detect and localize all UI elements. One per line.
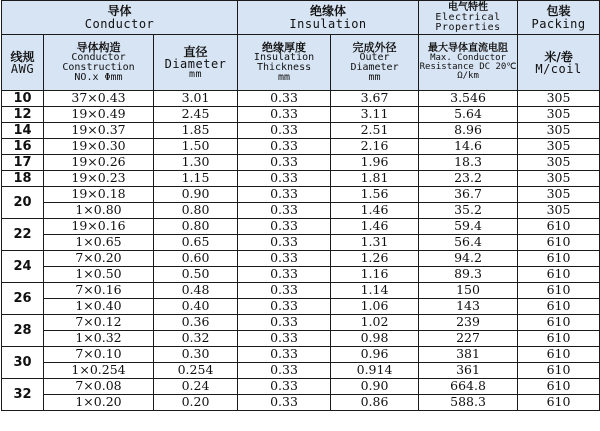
construction-cell: 1×0.254 [44, 363, 154, 379]
packing-cell: 305 [518, 203, 600, 219]
construction-en-2: Construction [62, 62, 135, 73]
resistance-cell: 14.6 [419, 139, 518, 155]
packing-cell: 610 [518, 251, 600, 267]
thickness-cell: 0.33 [238, 331, 331, 347]
outer-diameter-cell: 0.98 [331, 331, 419, 347]
diameter-cell: 2.45 [154, 107, 238, 123]
thickness-cell: 0.33 [238, 107, 331, 123]
awg-cell: 16 [2, 139, 44, 155]
construction-header [44, 35, 154, 91]
packing-cell: 610 [518, 299, 600, 315]
construction-cell: 7×0.08 [44, 379, 154, 395]
electrical-en-2: Properties [435, 21, 501, 33]
thickness-cell: 0.33 [238, 315, 331, 331]
construction-cell: 19×0.23 [44, 171, 154, 187]
awg-cell: 12 [2, 107, 44, 123]
outer-diameter-cell: 1.46 [331, 219, 419, 235]
packing-cell: 305 [518, 187, 600, 203]
outer-diameter-cell: 0.914 [331, 363, 419, 379]
diameter-cell: 0.48 [154, 283, 238, 299]
resistance-cell: 89.3 [419, 267, 518, 283]
table-row [2, 187, 600, 203]
table-row [2, 315, 600, 331]
packing-cell: 305 [518, 107, 600, 123]
outer-unit: mm [368, 72, 381, 83]
resistance-cell: 381 [419, 347, 518, 363]
resistance-cell: 56.4 [419, 235, 518, 251]
construction-cell: 1×0.80 [44, 203, 154, 219]
construction-cell: 1×0.40 [44, 299, 154, 315]
construction-cell: 7×0.20 [44, 251, 154, 267]
diameter-cell: 0.50 [154, 267, 238, 283]
packing-cell: 610 [518, 363, 600, 379]
diameter-cell: 0.36 [154, 315, 238, 331]
resistance-cell: 664.8 [419, 379, 518, 395]
thickness-en-2: Thickness [256, 62, 312, 73]
packing-cell: 305 [518, 139, 600, 155]
diameter-header [154, 35, 238, 91]
insulation-en: Insulation [289, 17, 367, 31]
diameter-en: Diameter [164, 56, 227, 71]
outer-diameter-cell: 0.86 [331, 395, 419, 411]
construction-cell: 7×0.10 [44, 347, 154, 363]
table-row [2, 235, 600, 251]
awg-header [2, 35, 44, 91]
construction-cell: 19×0.49 [44, 107, 154, 123]
table-row [2, 299, 600, 315]
thickness-cell: 0.33 [238, 91, 331, 107]
thickness-en-1: Insulation [253, 52, 315, 63]
construction-cell: 19×0.26 [44, 155, 154, 171]
thickness-cell: 0.33 [238, 283, 331, 299]
construction-cell: 7×0.12 [44, 315, 154, 331]
thickness-cell: 0.33 [238, 235, 331, 251]
table-row [2, 379, 600, 395]
table-row [2, 395, 600, 411]
construction-zh: 导体构造 [76, 41, 121, 54]
outer-diameter-cell: 2.16 [331, 139, 419, 155]
awg-cell: 18 [2, 171, 44, 187]
coil-en: M/coil [535, 61, 582, 76]
construction-cell: 19×0.16 [44, 219, 154, 235]
outer-en-2: Diameter [350, 62, 399, 73]
table-row [2, 283, 600, 299]
resistance-cell: 8.96 [419, 123, 518, 139]
outer-zh: 完成外径 [352, 41, 397, 54]
electrical-zh: 电气特性 [448, 1, 489, 13]
packing-cell: 610 [518, 235, 600, 251]
outer-diameter-cell: 1.06 [331, 299, 419, 315]
thickness-cell: 0.33 [238, 139, 331, 155]
thickness-cell: 0.33 [238, 267, 331, 283]
construction-cell: 1×0.65 [44, 235, 154, 251]
construction-cell: 7×0.16 [44, 283, 154, 299]
diameter-cell: 0.32 [154, 331, 238, 347]
packing-cell: 610 [518, 219, 600, 235]
construction-cell: 1×0.32 [44, 331, 154, 347]
thickness-cell: 0.33 [238, 363, 331, 379]
table-row [2, 91, 600, 107]
outer-diameter-cell: 1.81 [331, 171, 419, 187]
resistance-header [419, 35, 518, 91]
table-row [2, 251, 600, 267]
thickness-cell: 0.33 [238, 171, 331, 187]
packing-cell: 610 [518, 331, 600, 347]
diameter-cell: 0.60 [154, 251, 238, 267]
coil-header [518, 35, 600, 91]
conductor-group-header [2, 1, 238, 35]
outer-diameter-cell: 3.11 [331, 107, 419, 123]
resistance-cell: 588.3 [419, 395, 518, 411]
resistance-unit: Ω/km [457, 71, 479, 81]
thickness-cell: 0.33 [238, 219, 331, 235]
thickness-unit: mm [278, 72, 291, 83]
construction-cell: 1×0.50 [44, 267, 154, 283]
construction-en-3: NO.x Φmm [74, 72, 123, 83]
awg-cell: 20 [2, 187, 44, 219]
table-row [2, 171, 600, 187]
packing-group-header [518, 1, 600, 35]
awg-cell: 10 [2, 91, 44, 107]
awg-cell: 28 [2, 315, 44, 347]
spec-table-body [2, 91, 600, 411]
resistance-cell: 94.2 [419, 251, 518, 267]
table-row [2, 123, 600, 139]
packing-cell: 610 [518, 283, 600, 299]
packing-cell: 610 [518, 379, 600, 395]
thickness-zh: 绝缘厚度 [262, 41, 307, 54]
thickness-cell: 0.33 [238, 155, 331, 171]
thickness-cell: 0.33 [238, 347, 331, 363]
packing-cell: 610 [518, 267, 600, 283]
electrical-en-1: Electrical [435, 11, 501, 23]
thickness-cell: 0.33 [238, 203, 331, 219]
thickness-header [238, 35, 331, 91]
diameter-cell: 0.30 [154, 347, 238, 363]
construction-cell: 19×0.30 [44, 139, 154, 155]
resistance-cell: 239 [419, 315, 518, 331]
table-row [2, 139, 600, 155]
table-row [2, 107, 600, 123]
thickness-cell: 0.33 [238, 123, 331, 139]
thickness-cell: 0.33 [238, 379, 331, 395]
diameter-cell: 0.80 [154, 219, 238, 235]
outer-diameter-cell: 3.67 [331, 91, 419, 107]
packing-cell: 305 [518, 155, 600, 171]
construction-en-1: Conductor [71, 52, 126, 63]
awg-cell: 22 [2, 219, 44, 251]
table-row [2, 347, 600, 363]
outer-diameter-cell: 1.16 [331, 267, 419, 283]
thickness-cell: 0.33 [238, 251, 331, 267]
awg-cell: 17 [2, 155, 44, 171]
resistance-cell: 3.546 [419, 91, 518, 107]
resistance-cell: 23.2 [419, 171, 518, 187]
thickness-cell: 0.33 [238, 395, 331, 411]
outer-diameter-cell: 0.96 [331, 347, 419, 363]
outer-diameter-cell: 1.14 [331, 283, 419, 299]
resistance-cell: 150 [419, 283, 518, 299]
table-row [2, 267, 600, 283]
diameter-cell: 0.40 [154, 299, 238, 315]
diameter-cell: 0.20 [154, 395, 238, 411]
packing-cell: 610 [518, 347, 600, 363]
diameter-zh: 直径 [183, 44, 208, 59]
resistance-en-2: Resistance DC 20℃ [419, 62, 517, 72]
diameter-cell: 3.01 [154, 91, 238, 107]
construction-cell: 37×0.43 [44, 91, 154, 107]
resistance-cell: 143 [419, 299, 518, 315]
thickness-cell: 0.33 [238, 187, 331, 203]
wire-spec-table [1, 0, 600, 411]
insulation-group-header [238, 1, 419, 35]
awg-cell: 26 [2, 283, 44, 315]
resistance-cell: 36.7 [419, 187, 518, 203]
resistance-cell: 59.4 [419, 219, 518, 235]
table-row [2, 155, 600, 171]
insulation-zh: 绝缘体 [310, 4, 347, 18]
diameter-cell: 0.24 [154, 379, 238, 395]
resistance-en-1: Max. Conductor [430, 53, 506, 63]
awg-cell: 24 [2, 251, 44, 283]
conductor-zh: 导体 [107, 4, 132, 18]
outer-diameter-cell: 1.56 [331, 187, 419, 203]
thickness-cell: 0.33 [238, 299, 331, 315]
coil-zh: 米/卷 [544, 49, 573, 64]
outer-en-1: Outer [359, 52, 390, 63]
construction-cell: 19×0.37 [44, 123, 154, 139]
table-row [2, 363, 600, 379]
packing-cell: 305 [518, 123, 600, 139]
diameter-cell: 1.15 [154, 171, 238, 187]
table-row [2, 203, 600, 219]
outer-diameter-cell: 1.31 [331, 235, 419, 251]
resistance-cell: 361 [419, 363, 518, 379]
packing-en: Packing [531, 17, 586, 31]
awg-en: AWG [10, 61, 35, 76]
outer-diameter-cell: 2.51 [331, 123, 419, 139]
resistance-cell: 35.2 [419, 203, 518, 219]
outer-diameter-header [331, 35, 419, 91]
packing-cell: 610 [518, 315, 600, 331]
diameter-cell: 1.85 [154, 123, 238, 139]
outer-diameter-cell: 1.02 [331, 315, 419, 331]
diameter-cell: 0.80 [154, 203, 238, 219]
table-row [2, 331, 600, 347]
awg-cell: 32 [2, 379, 44, 411]
awg-cell: 30 [2, 347, 44, 379]
diameter-cell: 0.254 [154, 363, 238, 379]
outer-diameter-cell: 1.26 [331, 251, 419, 267]
diameter-cell: 1.50 [154, 139, 238, 155]
table-row [2, 219, 600, 235]
resistance-cell: 5.64 [419, 107, 518, 123]
packing-cell: 610 [518, 395, 600, 411]
diameter-cell: 0.65 [154, 235, 238, 251]
diameter-cell: 0.90 [154, 187, 238, 203]
diameter-unit: mm [188, 68, 203, 80]
resistance-cell: 227 [419, 331, 518, 347]
outer-diameter-cell: 0.90 [331, 379, 419, 395]
packing-zh: 包装 [546, 4, 571, 18]
awg-cell: 14 [2, 123, 44, 139]
diameter-cell: 1.30 [154, 155, 238, 171]
packing-cell: 305 [518, 91, 600, 107]
resistance-zh: 最大导体直流电阻 [428, 43, 509, 54]
outer-diameter-cell: 1.96 [331, 155, 419, 171]
resistance-cell: 18.3 [419, 155, 518, 171]
conductor-en: Conductor [84, 17, 155, 31]
construction-cell: 1×0.20 [44, 395, 154, 411]
packing-cell: 305 [518, 171, 600, 187]
electrical-group-header [419, 1, 518, 35]
awg-zh: 线规 [10, 49, 35, 64]
outer-diameter-cell: 1.46 [331, 203, 419, 219]
construction-cell: 19×0.18 [44, 187, 154, 203]
